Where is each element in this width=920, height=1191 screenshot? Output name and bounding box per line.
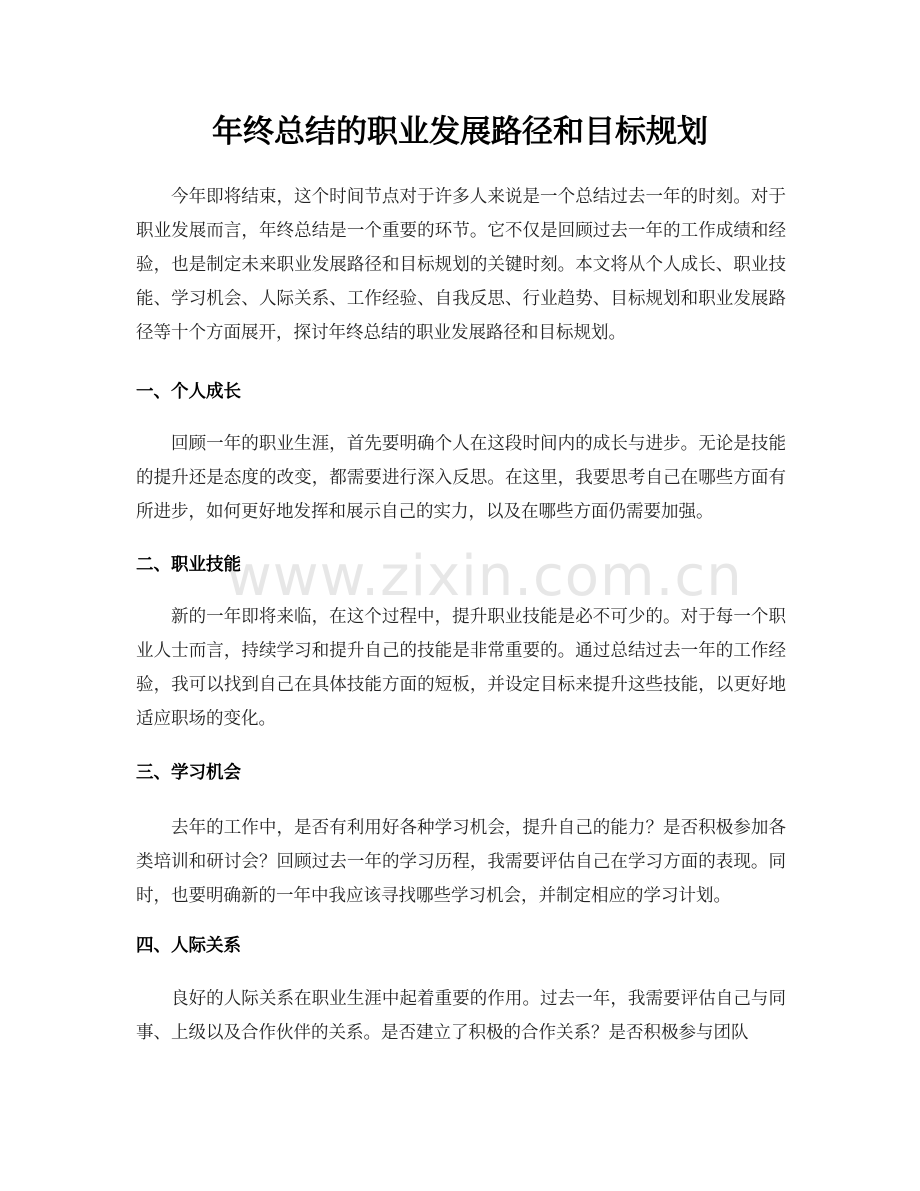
section-heading-personal-growth: 一、个人成长: [136, 382, 241, 402]
section-heading-career-skills: 二、职业技能: [136, 555, 241, 575]
watermark: www.zixin.com.cn: [226, 544, 743, 609]
section-body-career-skills: 新的一年即将来临，在这个过程中，提升职业技能是必不可少的。对于每一个职业人士而言，持续学习和提升自己的技能是非常重要的。通过总结过去一年的工作经验，我可以找到自己在具体技能方面的短板，并设定目标来提升这些技能，以更好地适应职场的变化。: [136, 607, 786, 729]
section-body-personal-growth: 回顾一年的职业生涯，首先要明确个人在这段时间内的成长与进步。无论是技能的提升还是态度的改变，都需要进行深入反思。在这里，我要思考自己在哪些方面有所进步，如何更好地发挥和展示自己的实力，以及在哪些方面仍需要加强。: [136, 434, 786, 522]
section-heading-learning-opportunities: 三、学习机会: [136, 763, 241, 783]
intro-paragraph: 今年即将结束，这个时间节点对于许多人来说是一个总结过去一年的时刻。对于职业发展而言，年终总结是一个重要的环节。它不仅是回顾过去一年的工作成绩和经验，也是制定未来职业发展路径和目标规划的关键时刻。本文将从个人成长、职业技能、学习机会、人际关系、工作经验、自我反思、行业趋势、目标规划和职业发展路径等十个方面展开，探讨年终总结的职业发展路径和目标规划。: [136, 187, 786, 343]
section-body-learning-opportunities: 去年的工作中，是否有利用好各种学习机会，提升自己的能力？是否积极参加各类培训和研讨会？回顾过去一年的学习历程，我需要评估自己在学习方面的表现。同时，也要明确新的一年中我应该寻找哪些学习机会，并制定相应的学习计划。: [136, 818, 786, 906]
page-title: 年终总结的职业发展路径和目标规划: [212, 114, 708, 150]
section-body-relationships: 良好的人际关系在职业生涯中起着重要的作用。过去一年，我需要评估自己与同事、上级以及合作伙伴的关系。是否建立了积极的合作关系？是否积极参与团队: [136, 989, 786, 1043]
section-heading-relationships: 四、人际关系: [136, 936, 241, 956]
